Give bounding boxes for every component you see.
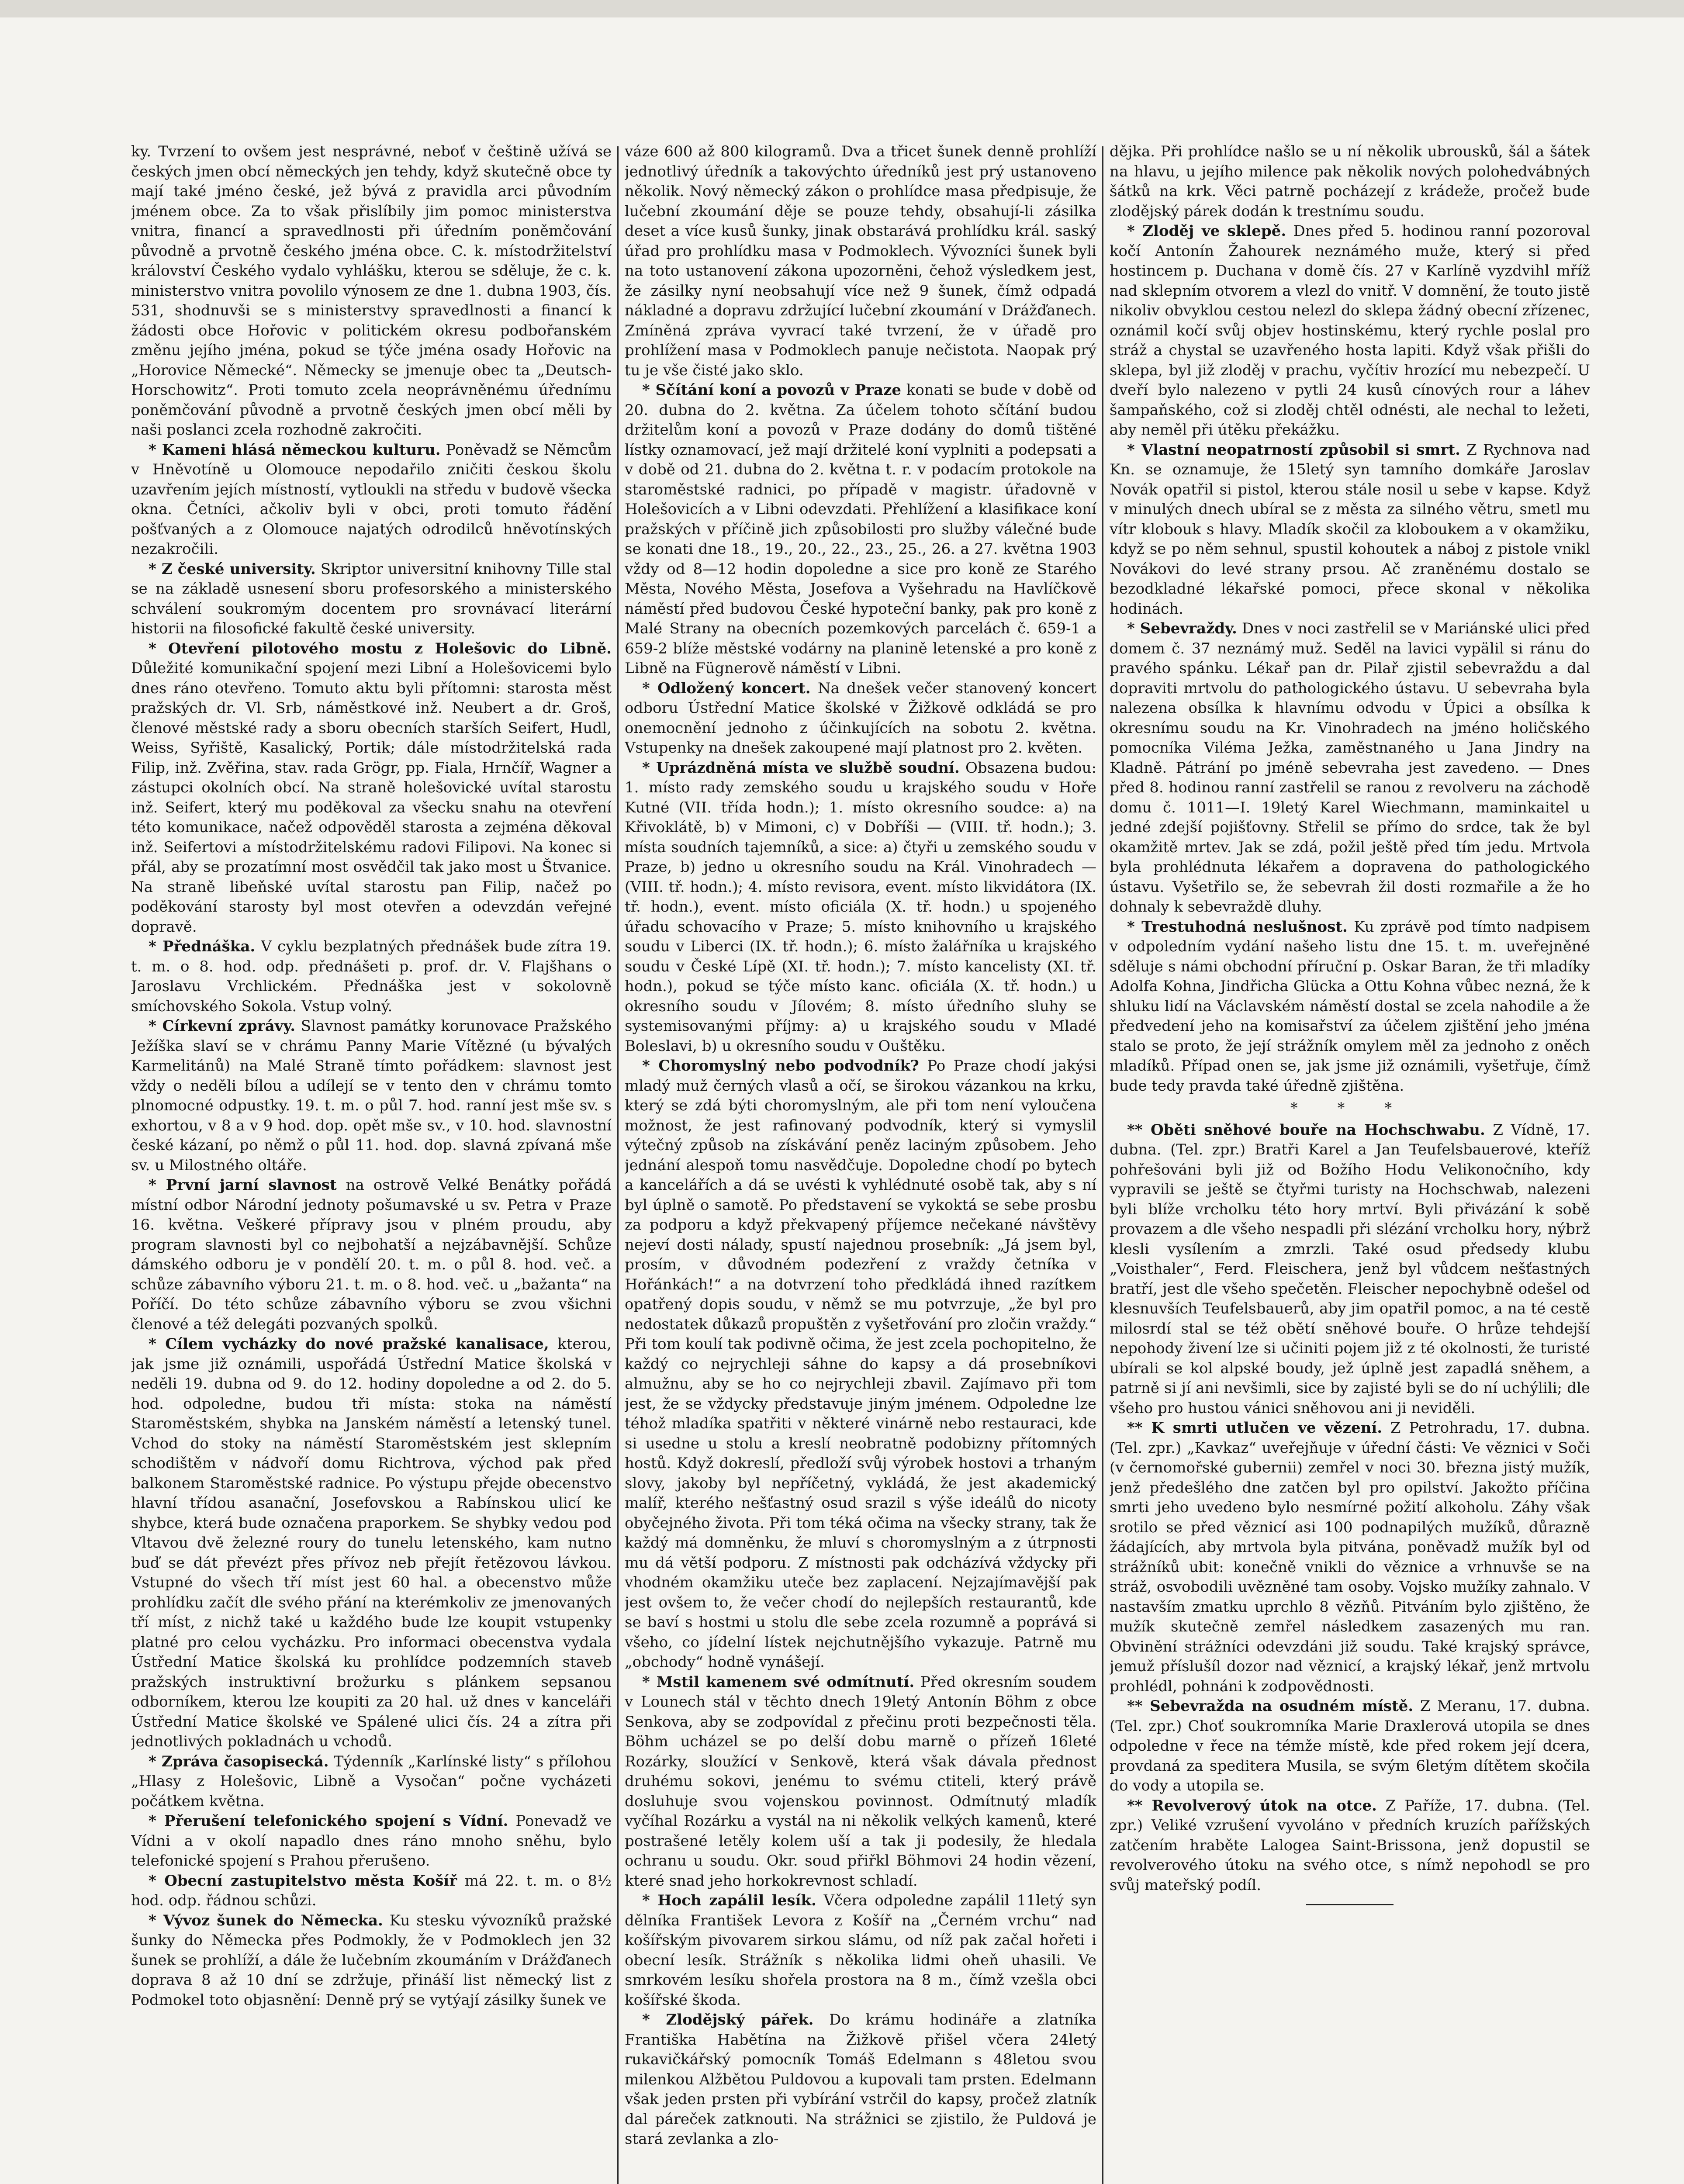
- news-text: Poněvadž se Němcům v Hněvotíně u Olomouce nepodařilo zničiti českou školu uzavřením jejích místností, vytloukli na středu v budově všecka okna. Četníci, ačkoliv byli v obci, proti tomuto řádění pošťvaných a z Olomouce najatých odrodilců hněvotínských nezakročili.: [131, 441, 612, 558]
- news-headline: * Sčítání koní a povozů v Praze: [642, 381, 902, 399]
- news-headline: * Zlodějský pářek.: [642, 2011, 814, 2028]
- news-item: [625, 380, 1096, 679]
- news-text: konati se bude v době od 20. dubna do 2. května. Za účelem tohoto sčítání budou držitelům koní a povozů v Praze dodány do domů tištěné lístky oznamovací, jež mají držitelé koní vyplniti a podepsati a v době od 21. dubna do 2. května t. r. v podacím protokole na staroměstské radnici, po případě v magistr. úřadovně v Holešovicích a v Libni odevzdati. Přehlížení a klasifikace koní pražských v příčině jich způsobilosti pro služby válečné bude se konati dne 18., 19., 20., 22., 23., 25., 26. a 27. května 1903 vždy od 8—12 hodin dopoledne a sice pro koně ze Starého Města, Nového Města, Josefova a Vyšehradu na Havlíčkově náměstí před budovou České hypoteční banky, pak pro koně z Malé Strany na obecních pozemkových parcelách č. 659-1 a 659-2 blíže městské vodárny na planině letenské a pro koně z Libně na Fügnerově náměstí v Libni.: [625, 381, 1096, 677]
- news-text: Ku zprávě pod tímto nadpisem v odpoledním vydání našeho listu dne 15. t. m. uveřejněné sděluje s námi obchodní příruční p. Oskar Baran, že tři mladíky Adolfa Kohna, Jindřicha Glücka a Ottu Kohna vůbec nezná, že k shluku lidí na Václavském náměstí dostal se zcela nahodile a že předvedení jeho na komisařství za účelem zjištění jeho jména stalo se proto, že její strážník omylem měl za jednoho z oněch mladíků. Případ onen se, jak jsme již oznámili, vyšetřuje, čímž bude tedy pravda také úředně zjištěna.: [1110, 918, 1590, 1095]
- news-text: Včera odpoledne zapálil 11letý syn dělníka František Levora z Košíř na „Černém vrchu“ nad košířským pivovarem sirkou slámu, od níž pak začal hořeti i obecní lesík. Strážník s několika lidmi oheň uhasili. Ve smrkovém lesíku shořela prostora na 8 m., čímž vzešla obci košířské škoda.: [625, 1892, 1096, 2009]
- column-rule: [617, 146, 619, 2184]
- column-1: [131, 142, 612, 2184]
- news-headline: * Přednáška.: [149, 938, 256, 955]
- news-item: [1110, 1418, 1590, 1697]
- news-headline: * Vlastní neopatrností způsobil si smrt.: [1127, 441, 1460, 459]
- news-item: [625, 1891, 1096, 2010]
- news-item: [131, 1016, 612, 1175]
- news-item: [625, 1056, 1096, 1673]
- news-text: Dnes před 5. hodinou ranní pozoroval kočí Antonín Žahourek neznámého muže, který si před hostincem p. Duchana v domě čís. 27 v Karlíně vyzdvihl mříž nad sklepním otvorem a vlezl do vnitř. V domnění, že touto jistě nikoliv obvyklou cestou nelezl do sklepa žádný obecní zřízenec, oznámil kočí svůj objev hostinskému, který rychle poslal pro stráž a chystal se uzavřeného hosta lapiti. Když však přišli do sklepa, byl již zloděj v prachu, vyčítiv hrozící mu nebezpečí. U dveří bylo nalezeno v pytli 24 kusů cínových rour a láhev šampaňského, což si zloděj chtěl odnésti, ale nechal to ležeti, aby neměl při útěku překážku.: [1110, 222, 1590, 439]
- news-item: [625, 142, 1096, 380]
- news-item: [1110, 1796, 1590, 1896]
- news-headline: * Otevření pilotového mostu z Holešovic do Libně.: [149, 639, 612, 657]
- column-3: [1110, 142, 1590, 2184]
- news-item: [131, 639, 612, 937]
- news-text: Do krámu hodináře a zlatníka Františka Habětína na Žižkově přišel včera 24letý rukavičkářský pomocník Tomáš Edelmann s 48letou svou milenkou Alžbětou Puldovou a kupovali tam prsten. Edelmann však jeden prsten při vybírání vstrčil do kapsy, pročež zlatník dal páreček zatknouti. Na strážnici se zjistilo, že Puldová je stará zevlanka a zlo-: [625, 2011, 1096, 2148]
- news-headline: * Trestuhodná neslušnost.: [1127, 918, 1348, 936]
- news-text: Z Petrohradu, 17. dubna. (Tel. zpr.) „Kavkaz“ uveřejňuje v úřední části: Ve věznici v Soči (v černomořské gubernii) zemřel v noci 30. března jistý mužík, jenž předešlého dne zatčen byl pro opilství. Jakožto příčina smrti jeho uvedeno bylo nesmírné požití alkoholu. Záhy však srotilo se před věznicí asi 100 podnapilých mužíků, důrazně žádajících, aby mrtvola byla pitvána, poněvadž mužík byl od strážníků ubit: konečně vnikli do věznice a vrhnuvše se na stráž, osvobodili uvězněné tam osoby. Vojsko mužíky zahnalo. V nastavším zmatku uprchlo 8 vězňů. Pitváním bylo zjištěno, že mužík skutečně zemřel následkem zasazených mu ran. Obvinění strážníci odevzdáni již soudu. Také krajský správce, jemuž příslušíl dozor nad věznicí, a krajský lékař, jenž mrtvolu prohlédl, pohnáni k zodpovědnosti.: [1110, 1419, 1590, 1695]
- news-headline: * Kameni hlásá německou kulturu.: [149, 441, 441, 459]
- news-text: Skriptor universitní knihovny Tille stal se na základě usnesení sboru profesorského a ministerského schválení soukromým docentem pro srovnávací literární historii na filosofické fakultě české university.: [131, 560, 612, 637]
- news-text: dějka. Při prohlídce našlo se u ní několik ubrousků, šál a šátek na hlavu, u jejího milence pak několik nových polohedvábných šátků na krk. Věci patrně pocházejí z krádeže, pročež bude zlodějský párek dodán k trestnímu soudu.: [1110, 143, 1590, 220]
- news-item: [131, 1752, 612, 1812]
- news-item: [131, 560, 612, 639]
- news-headline: * Uprázdněná místa ve službě soudní.: [642, 759, 960, 777]
- news-item: [1110, 1120, 1590, 1419]
- news-text: Důležité komunikační spojení mezi Libní a Holešovicemi bylo dnes ráno otevřeno. Tomuto aktu byli přítomni: starosta měst pražských dr. Vl. Srb, náměstkové inž. Neubert a dr. Groš, členové městské rady a sboru obecních starších Seifert, Hudl, Weiss, Syřiště, Kasalický, Portik; dále místodržitelská rada Filip, inž. Zvěřina, stav. rada Grögr, pp. Fiala, Hrnčíř, Wagner a zástupci okolních obcí. Na straně holešovické uvítal starostu inž. Seifert, který mu poděkoval za všecku snahu na otevření této komunikace, načež odpověděl starosta a zejména děkoval inž. Seifertovi a místodržitelskému radovi Filipovi. Na konec si přál, aby se prozatímní most osvědčil tak jako most u Štvanice. Na straně libeňské uvítal starostu pan Filip, načež po poděkování starosty byl most otevřen a odevzdán veřejné dopravě.: [131, 660, 612, 936]
- news-text: Ponevadž ve Vídni a v okolí napadlo dnes ráno mnoho sněhu, bylo telefonické spojení s Prahou přerušeno.: [131, 1812, 612, 1870]
- news-headline: * Vývoz šunek do Německa.: [149, 1911, 383, 1929]
- column-2: [625, 142, 1096, 2184]
- news-headline: * Hoch zapálil lesík.: [642, 1892, 816, 1909]
- news-item: [625, 1673, 1096, 1891]
- news-text: Týdenník „Karlínské listy“ s přílohou „Hlasy z Holešovic, Libně a Vysočan“ počne vycházeti počátkem května.: [131, 1752, 612, 1810]
- end-rule: [1306, 1904, 1394, 1905]
- news-item: [131, 1811, 612, 1871]
- news-headline: ** Revolverový útok na otce.: [1127, 1797, 1377, 1814]
- news-headline: * Sebevraždy.: [1127, 620, 1237, 637]
- news-headline: * První jarní slavnost: [149, 1176, 337, 1194]
- top-page-edge: [0, 0, 1684, 17]
- news-text: Před okresním soudem v Lounech stál v těchto dnech 19letý Antonín Böhm z obce Senkova, aby se zodpovídal z přečinu proti bezpečnosti těla. Böhm ucházel se po delší dobu marně o přízeň 16leté Rozárky, sloužící v Senkově, která však dávala přednost druhému sokovi, jenému to svému ctiteli, který právě dosluhuje svou vojenskou povinnost. Odmítnutý mladík vyčíhal Rozárku a vystál na ni několik velkých kamenů, které postrašené letěly kolem uší a tak ji podesily, že hledala ochranu u soudu. Okr. soud přiřkl Böhmovi 24 hodin vězení, které snad jeho horkokrevnost schladí.: [625, 1673, 1096, 1890]
- news-item: [625, 758, 1096, 1057]
- news-text: Obsazena budou: 1. místo rady zemského soudu u krajského soudu v Hoře Kutné (VII. třída hodn.); 1. místo okresního soudce: a) na Křivoklátě, b) v Mimoni, c) v Dobříši — (VIII. tř. hodn.); 3. místa soudních tajemníků, a sice: a) čtyři u zemského soudu v Praze, b) jedno u okresního soudu na Král. Vinohradech — (VIII. tř. hodn.); 4. místo revisora, event. místo likvidátora (IX. tř. hodn.), event. místo oficiála (X. tř. hodn.) u spojeného úřadu schovacího v Praze; 5. místo knihovního u krajského soudu v Liberci (IX. tř. hodn.); 6. místo žalářníka u krajského soudu v České Lípě (XI. tř. hodn.); 7. místo kancelisty (XI. tř. hodn.), pokud se týče místo kanc. oficiála (X. tř. hodn.) u okresního soudu v Jílovém; 8. místo úředního sluhy se systemisovanými příjmy: a) u krajského soudu v Mladé Boleslavi, b) u okresního soudu v Ouštěku.: [625, 759, 1096, 1055]
- news-text: Z Rychnova nad Kn. se oznamuje, že 15letý syn tamního domkáře Jaroslav Novák opatřil si pistol, kterou stále nosil u sebe v kapse. Když v minulých dnech ubíral se z města za silného větru, smetl mu vítr klobouk s hlavy. Mladík skočil za kloboukem a v okamžiku, když se po něm sehnul, spustil kohoutek a náboj z pistole vnikl Novákovi do levé strany prsou. Ač zraněnému dostalo se bezodkladné lékařské pomoci, přece skonal v několika hodinách.: [1110, 441, 1590, 618]
- news-item: [131, 1334, 612, 1752]
- news-text: ky. Tvrzení to ovšem jest nesprávné, neboť v češtině užívá se českých jmen obcí německých jen tehdy, když skutečně obce ty mají také jméno české, jež bývá z pravidla arci původním jménem obce. Za to však přislíbily jim pomoc ministerstva vnitra, financí a spravedlnosti při úředním poněmčování původně a prvotně českého jména obce. C. k. místodržitelství království Českého vydalo vyhlášku, kterou se sděluje, že c. k. ministerstvo vnitra povolilo výnosem ze dne 1. dubna 1903, čís. 531, shodnuvši se s ministerstvy spravedlnosti a financí k žádosti obce Hořovic v politickém okresu podbořanském změnu jejího jména, pokud se týče jména osady Hořovic na „Horovice Německé“. Německy se jmenuje obec ta „Deutsch-Horschowitz“. Proti tomuto zcela neoprávněnému úřednímu poněmčování původně a prvotně českých jmen obcí měli by naši poslanci zcela rozhodně zakročiti.: [131, 143, 612, 439]
- news-headline: * Zpráva časopisecká.: [149, 1752, 329, 1770]
- news-text: má 22. t. m. o 8½ hod. odp. řádnou schůzi.: [131, 1872, 612, 1909]
- news-text: na ostrově Velké Benátky pořádá místní odbor Národní jednoty pošumavské u sv. Petra v Praze 16. května. Veškeré přípravy jsou v plném proudu, aby program slavnosti byl co nejbohatší a nejzábavnější. Schůze dámského odboru je v pondělí 20. t. m. o půl 8. hod. več. a schůze zábavního výboru 21. t. m. o 8. hod. več. u „bažanta“ na Poříčí. Do této schůze zábavního výboru se zvou všichni členové a též delegáti pozvaných spolků.: [131, 1176, 612, 1333]
- news-item: [1110, 221, 1590, 440]
- news-text: Z Paříže, 17. dubna. (Tel. zpr.) Veliké vzrušení vyvoláno v předních kruzích pařížských zatčením hraběte Lalogea Saint-Brissona, jenž dopustil se revolverového útoku na svého otce, s nímž nepohodl se pro svůj mateřský podíl.: [1110, 1797, 1590, 1894]
- news-text: Z Vídně, 17. dubna. (Tel. zpr.) Bratři Karel a Jan Teufelsbauerové, kteříž pohřešováni byli již od Božího Hodu Velikonočního, kdy vypravili se ještě se čtyřmi turisty na Hochschwab, nalezeni byli blíže vrcholku této hory mrtví. Byli přivázání k sobě provazem a dle všeho nespadli při slézání vrcholku hory, nýbrž klesli vysílením a zmrzli. Také osud předsedy klubu „Voisthaler“, Ferd. Fleischera, jenž byl vůdcem nešťastných bratří, jest dle všeho spečetěn. Fleischer nepochybně odešel od klesnuvších Teufelsbauerů, aby jim opatřil pomoc, a na té cestě milosrdí stal se též obětí sněhové bouře. O hrůze tehdejší nepohody živení lze si učiniti pojem již z té okolnosti, že turisté ubírali se kol alpské boudy, jež úplně jest zapadlá sněhem, a patrně si jí ani nevšimli, sice by zajisté byli se do ní uchýlili; dle všeho pro hustou vánici sněhovou ani ji neviděli.: [1110, 1121, 1590, 1417]
- news-headline: ** Oběti sněhové bouře na Hochschwabu.: [1127, 1121, 1485, 1139]
- news-text: váze 600 až 800 kilogramů. Dva a třicet šunek denně prohlíží jednotlivý úředník a takovýchto úředníků jest prý ustanoveno několik. Nový německý zákon o prohlídce masa předpisuje, že lučební zkoumání děje se pouze tehdy, obsahují-li zásilka deset a více kusů šunky, jinak obstarává prohlídku král. saský úřad pro prohlídku masa v Podmoklech. Vývozníci šunek byli na toto ustanovení zákona upozorněni, čehož výsledkem jest, že zásilky nyní neobsahují více než 9 šunek, čímž odpadá nákladné a dopravu zdržující lučební zkoumání v Drážďanech. Zmíněná zpráva vyvrací také tvrzení, že v úřadě pro prohlížení masa v Podmoklech panuje nečistota. Naopak prý tu je vše čisté jako sklo.: [625, 143, 1096, 379]
- news-item: [625, 679, 1096, 758]
- news-item: [1110, 440, 1590, 619]
- news-text: Ku stesku vývozníků pražské šunky do Německa přes Podmokly, že v Podmoklech jen 32 šunek se prohlíží, a dále že lučebním zkoumáním v Drážďanech doprava 8 až 10 dní se zdržuje, přináší list německý list z Podmokel toto objasnění: Denně prý se vytýají zásilky šunek ve: [131, 1911, 612, 2009]
- news-item: [131, 440, 612, 560]
- news-text: Na dnešek večer stanovený koncert odboru Ústřední Matice školské v Žižkově odkládá se pro onemocnění jednoho z účinkujících na sobotu 2. května. Vstupenky na dnešek zakoupené mají platnost pro 2. květen.: [625, 679, 1096, 757]
- news-item: [131, 1871, 612, 1911]
- news-text: Po Praze chodí jakýsi mladý muž černých vlasů a očí, se širokou vázankou na krku, který se zdá býti choromyslným, ale při tom není vyloučena možnost, že jest rafinovaný podvodník, který si vymyslil výtečný způsob na získávání peněz laciným způsobem. Jeho jednání alespoň tomu nasvědčuje. Dopoledne chodí po bytech a kancelářích a dá se uvésti k vyhlédnuté osobě tak, aby s ní byl úplně o samotě. Po představení se vykoktá se sebe prosbu za podporu a když překvapený příjemce nečekané návštěvy nejeví dosti nálady, spustí najednou prosebník: „Já jsem byl, prosím, v důvodném podezření z vraždy četníka v Hořánkách!“ a na dotvrzení toho předkládá ihned razítkem opatřený dopis soudu, v němž se mu potvrzuje, „že byl pro nedostatek důkazů propuštěn z vyšetřování pro zločin vraždy.“ Při tom koulí tak podivně očima, že jest zcela pochopitelno, že každý co nejrychleji sáhne do kapsy a dá prosebníkovi almužnu, aby se ho co nejrychleji zbavil. Zajímavo při tom jest, že se vždycky představuje jiným jménem. Odpoledne lze téhož mladíka spatřiti v některé vinárně nebo restauraci, kde si usedne u stolu a kreslí neobratně podobizny přítomných hostů. Když dokreslí, předloží svůj výrobek hostovi a trhaným slovy, jakoby byl nepříčetný, vykládá, že jest akademický malíř, kterého nešťastný osud srazil s výše ideálů do nicoty obyčejného života. Při tom téká očima na všecky strany, tak že každý má domněnku, že mluví s choromyslným a z útrpnosti mu dá větší podporu. Z místnosti pak odcházívá vždycky při vhodném okamžiku uteče bez zaplacení. Nejzajímavější pak jest ovšem to, že večer chodí do nejlepších restaurantů, kde se baví s hostmi u stolu dle sebe zcela rozumně a poprává si všeho, co jídelní lístek nejchutnějšího vykazuje. Patrně mu „obchody“ hodně vynášejí.: [625, 1057, 1096, 1671]
- news-headline: * Církevní zprávy.: [149, 1017, 296, 1035]
- news-text: V cyklu bezplatných přednášek bude zítra 19. t. m. o 8. hod. odp. přednášeti p. prof. dr. V. Flajšhans o Jaroslavu Vrchlickém. Přednáška jest v sokolovně smíchovského Sokola. Vstup volný.: [131, 938, 612, 1015]
- news-headline: * Přerušení telefonického spojení s Vídní.: [149, 1812, 508, 1830]
- news-headline: * Obecní zastupitelstvo města Košíř: [149, 1872, 457, 1890]
- news-headline: * Choromyslný nebo podvodník?: [642, 1057, 919, 1075]
- news-headline: * Zloděj ve sklepě.: [1127, 222, 1286, 240]
- news-text: Dnes v noci zastřelil se v Mariánské ulici před domem č. 37 neznámý muž. Seděl na lavici vypälil si ránu do pravého spánku. Lékař pan dr. Pilař zjistil sebevraždu a dal dopraviti mrtvolu do pathologického ústavu. U sebevraha byla nalezena obsílka k hlavnímu odvodu v Úpici a obsílka k okresnímu soudu na Kr. Vinohradech na jméno holičského pomocníka Viléma Ježka, zaměstnaného u Jana Jindry na Kladně. Pátrání po jméně sebevraha jest zavedeno. — Dnes před 8. hodinou ranní zastřelil se ranou z revolveru na záchodě domu č. 1011—I. 19letý Karel Wiechmann, maminkaitel u jedné zdejší pojišťovny. Střelil se přímo do srdce, tak že byl okamžitě mrtev. Jak se zdá, požil ještě před tím jedu. Mrtvola byla prohlédnuta lékařem a dopravena do pathologického ústavu. Vyšetřilo se, že sebevrah žil dosti rozmařile a že ho dohnaly k sebevraždě dluhy.: [1110, 620, 1590, 916]
- news-item: [131, 1175, 612, 1334]
- news-item: [1110, 142, 1590, 221]
- news-headline: * Mstil kamenem své odmítnutí.: [642, 1673, 915, 1691]
- news-item: [131, 1911, 612, 2011]
- news-item: [625, 2010, 1096, 2149]
- news-headline: ** Sebevražda na osudném místě.: [1127, 1697, 1414, 1715]
- news-text: kterou, jak jsme již oznámili, uspořádá Ústřední Matice školská v neděli 19. dubna od 9. do 12. hodiny dopoledne a od 2. do 5. hod. odpoledne, budou tři místa: stoka na náměstí Staroměstském, shybka na Janském náměstí a letenský tunel. Vchod do stoky na náměstí Staroměstském jest sklepním schodištěm v nádvoří domu Richtrova, východ pak před balkonem Staroměstské radnice. Po výstupu přejde obecenstvo hlavní třídou asanační, Josefovskou a Rabínskou ulicí ke shybce, která bude označena praporkem. Se shybky vedou pod Vltavou dvě železné roury do tunelu letenského, kam nutno buď se dát převézt přes přívoz neb přejít řetězovou lávkou. Vstupné do všech tří míst jest 60 hal. a obecenstvo může prohlídku začít dle svého přání na kterémkoliv ze jmenovaných tří míst, z nichž také u každého bude lze koupit vstupenky platné pro celou vycházku. Pro informaci obecenstva vydala Ústřední Matice školská ku prohlídce podzemních staveb pražských instruktivní brožurku s plánkem sepsanou odborníkem, kterou lze koupiti za 20 hal. už dnes v kanceláři Ústřední Matice školské ve Spálené ulici čís. 24 a zítra při jednotlivých pokladnách u vchodů.: [131, 1335, 612, 1750]
- column-rule: [1102, 146, 1103, 2184]
- news-item: [1110, 917, 1590, 1096]
- section-separator: * * *: [1290, 1099, 1410, 1117]
- news-headline: * Z české university.: [149, 560, 316, 578]
- news-headline: ** K smrti utlučen ve vězení.: [1127, 1419, 1383, 1437]
- news-item: [131, 937, 612, 1016]
- news-text: Slavnost památky korunovace Pražského Ježíška slaví se v chrámu Panny Marie Vítězné (u bývalých Karmelitánů) na Malé Straně tímto pořádkem: slavnost jest vždy o neděli bílou a udílejí se v tento den v chrámu tomto plnomocné odpustky. 19. t. m. o půl 7. hod. ranní jest mše sv. s exhortou, v 8 a v 9 hod. dop. opět mše sv., v 10. hod. slavnostní české kázaní, po němž o půl 11. hod. dop. slavná zpívaná mše sv. u Milostného oltáře.: [131, 1017, 612, 1174]
- news-headline: * Odložený koncert.: [642, 679, 811, 697]
- news-item: [131, 142, 612, 440]
- news-item: [1110, 619, 1590, 917]
- news-item: [1110, 1697, 1590, 1796]
- news-text: Z Meranu, 17. dubna. (Tel. zpr.) Choť soukromníka Marie Draxlerová utopila se dnes odpoledne v řece na témže místě, kde před rokem její dcera, provdaná za speditera Musila, se svým 6letým dítětem skočila do vody a utopila se.: [1110, 1697, 1590, 1794]
- news-headline: * Cílem vycházky do nové pražské kanalisace,: [149, 1335, 549, 1353]
